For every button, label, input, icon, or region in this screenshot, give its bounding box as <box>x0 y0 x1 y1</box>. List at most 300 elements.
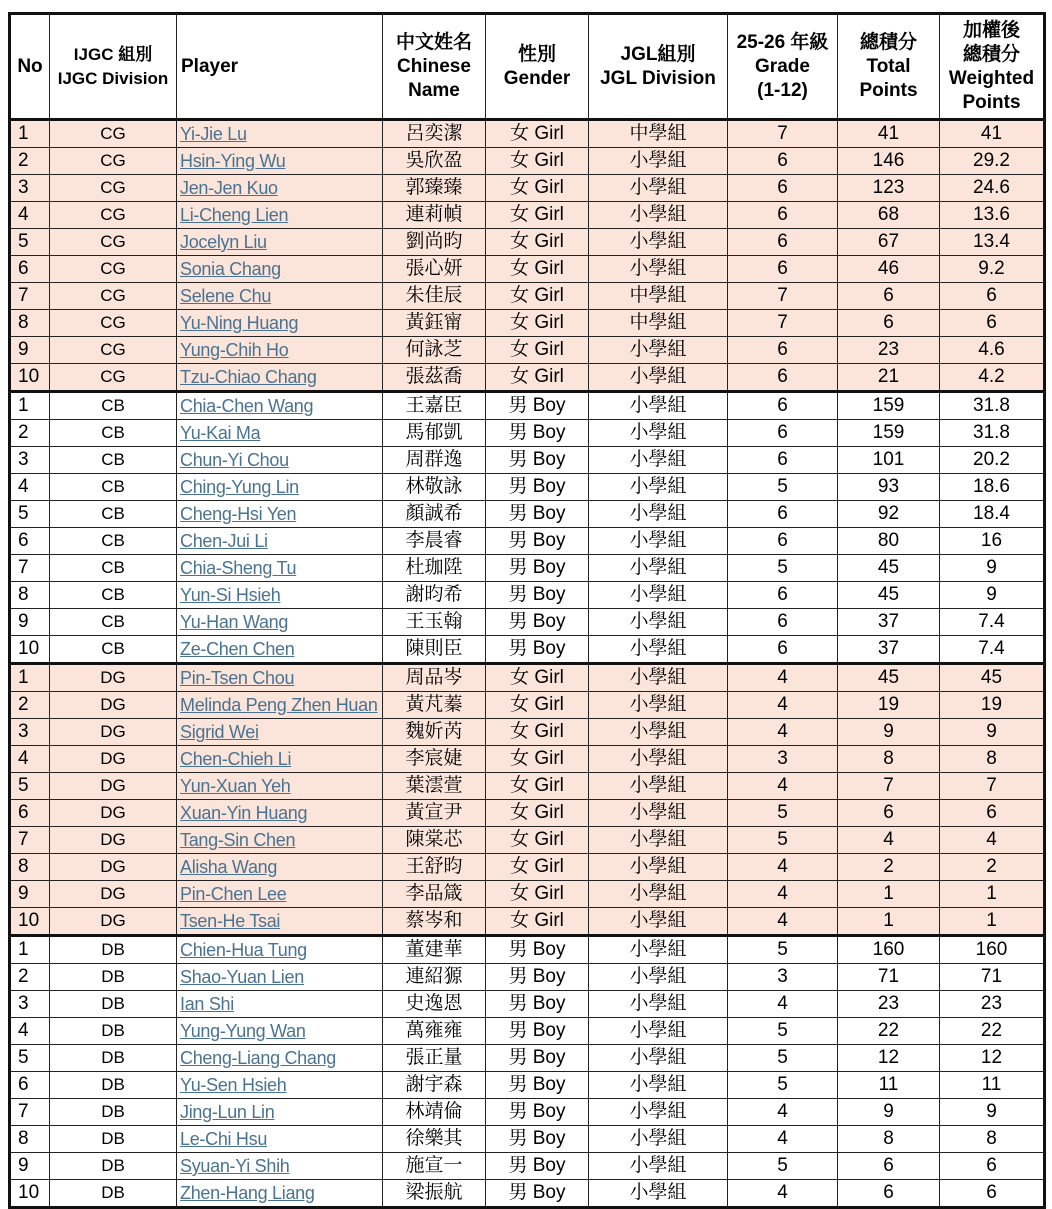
row-total-points: 8 <box>838 1126 940 1153</box>
row-grade: 6 <box>728 175 838 202</box>
table-row <box>10 283 1045 310</box>
player-link[interactable]: Jen-Jen Kuo <box>180 178 278 198</box>
row-total-points: 41 <box>838 120 940 148</box>
player-link[interactable]: Alisha Wang <box>180 857 278 877</box>
player-link[interactable]: Tsen-He Tsai <box>180 911 281 931</box>
row-gender: 女 Girl <box>486 908 589 936</box>
row-jgl-division: 小學組 <box>589 773 728 800</box>
row-division: CG <box>50 256 177 283</box>
row-player-cell <box>177 310 383 337</box>
row-total-points: 21 <box>838 364 940 392</box>
row-player-cell <box>177 392 383 420</box>
row-chinese-name: 林敬詠 <box>383 474 486 501</box>
row-grade: 6 <box>728 256 838 283</box>
row-player-cell <box>177 420 383 447</box>
table-row <box>10 175 1045 202</box>
row-no: 4 <box>10 746 50 773</box>
table-row <box>10 120 1045 148</box>
row-chinese-name: 黃鈺甯 <box>383 310 486 337</box>
row-no: 3 <box>10 991 50 1018</box>
row-weighted-points: 4.6 <box>940 337 1045 364</box>
row-total-points: 37 <box>838 609 940 636</box>
row-no: 6 <box>10 528 50 555</box>
row-division: DG <box>50 773 177 800</box>
row-gender: 女 Girl <box>486 719 589 746</box>
row-gender: 女 Girl <box>486 256 589 283</box>
row-no: 4 <box>10 202 50 229</box>
table-row <box>10 636 1045 664</box>
row-no: 9 <box>10 337 50 364</box>
row-weighted-points: 71 <box>940 964 1045 991</box>
row-grade: 6 <box>728 447 838 474</box>
row-gender: 女 Girl <box>486 202 589 229</box>
row-total-points: 68 <box>838 202 940 229</box>
row-weighted-points: 6 <box>940 1153 1045 1180</box>
row-jgl-division: 小學組 <box>589 936 728 964</box>
row-division: DB <box>50 936 177 964</box>
row-division: DG <box>50 908 177 936</box>
row-player-cell <box>177 692 383 719</box>
row-player-cell <box>177 1072 383 1099</box>
row-no: 6 <box>10 800 50 827</box>
table-row <box>10 256 1045 283</box>
row-division: CG <box>50 229 177 256</box>
player-link[interactable]: Jing-Lun Lin <box>180 1102 275 1122</box>
row-gender: 女 Girl <box>486 310 589 337</box>
player-link[interactable]: Shao-Yuan Lien <box>180 967 304 987</box>
row-total-points: 22 <box>838 1018 940 1045</box>
row-jgl-division: 小學組 <box>589 1018 728 1045</box>
row-jgl-division: 小學組 <box>589 555 728 582</box>
player-link[interactable]: Chia-Chen Wang <box>180 396 314 416</box>
row-gender: 男 Boy <box>486 474 589 501</box>
row-gender: 男 Boy <box>486 1099 589 1126</box>
row-grade: 5 <box>728 555 838 582</box>
row-grade: 7 <box>728 283 838 310</box>
row-chinese-name: 徐樂其 <box>383 1126 486 1153</box>
row-grade: 6 <box>728 609 838 636</box>
row-total-points: 6 <box>838 283 940 310</box>
row-grade: 6 <box>728 229 838 256</box>
row-no: 8 <box>10 854 50 881</box>
row-division: CB <box>50 447 177 474</box>
row-total-points: 9 <box>838 719 940 746</box>
row-division: DG <box>50 800 177 827</box>
row-division: CB <box>50 392 177 420</box>
table-row <box>10 908 1045 936</box>
row-gender: 男 Boy <box>486 964 589 991</box>
row-player-cell <box>177 964 383 991</box>
row-gender: 男 Boy <box>486 392 589 420</box>
row-total-points: 146 <box>838 148 940 175</box>
row-grade: 6 <box>728 582 838 609</box>
player-link[interactable]: Yi-Jie Lu <box>180 124 247 144</box>
row-chinese-name: 張茲喬 <box>383 364 486 392</box>
row-gender: 男 Boy <box>486 582 589 609</box>
row-jgl-division: 小學組 <box>589 1180 728 1208</box>
row-gender: 女 Girl <box>486 881 589 908</box>
row-gender: 男 Boy <box>486 991 589 1018</box>
row-grade: 4 <box>728 1126 838 1153</box>
row-weighted-points: 9.2 <box>940 256 1045 283</box>
row-no: 7 <box>10 555 50 582</box>
table-row <box>10 664 1045 692</box>
player-link[interactable]: Yu-Sen Hsieh <box>180 1075 287 1095</box>
row-total-points: 71 <box>838 964 940 991</box>
row-chinese-name: 劉尚昀 <box>383 229 486 256</box>
row-player-cell <box>177 256 383 283</box>
row-division: CG <box>50 175 177 202</box>
row-no: 5 <box>10 773 50 800</box>
row-total-points: 159 <box>838 420 940 447</box>
row-weighted-points: 13.6 <box>940 202 1045 229</box>
row-weighted-points: 160 <box>940 936 1045 964</box>
row-jgl-division: 小學組 <box>589 202 728 229</box>
row-player-cell <box>177 1018 383 1045</box>
row-jgl-division: 小學組 <box>589 175 728 202</box>
player-link[interactable]: Sonia Chang <box>180 259 281 279</box>
row-grade: 4 <box>728 664 838 692</box>
player-link[interactable]: Chun-Yi Chou <box>180 450 289 470</box>
row-grade: 5 <box>728 1153 838 1180</box>
row-total-points: 6 <box>838 1153 940 1180</box>
table-row <box>10 692 1045 719</box>
row-no: 5 <box>10 1045 50 1072</box>
row-player-cell <box>177 800 383 827</box>
player-link[interactable]: Yu-Han Wang <box>180 612 289 632</box>
row-player-cell <box>177 229 383 256</box>
row-jgl-division: 中學組 <box>589 310 728 337</box>
row-grade: 4 <box>728 854 838 881</box>
row-chinese-name: 陳棠芯 <box>383 827 486 854</box>
row-jgl-division: 小學組 <box>589 881 728 908</box>
row-player-cell <box>177 1126 383 1153</box>
player-link[interactable]: Pin-Tsen Chou <box>180 668 295 688</box>
row-total-points: 2 <box>838 854 940 881</box>
rankings-sheet <box>8 12 1043 1209</box>
row-total-points: 9 <box>838 1099 940 1126</box>
row-division: CG <box>50 202 177 229</box>
header-player: Player <box>177 14 383 120</box>
player-link[interactable]: Yung-Yung Wan <box>180 1021 306 1041</box>
row-chinese-name: 張正量 <box>383 1045 486 1072</box>
row-grade: 3 <box>728 746 838 773</box>
row-gender: 男 Boy <box>486 501 589 528</box>
row-chinese-name: 謝昀希 <box>383 582 486 609</box>
row-no: 9 <box>10 1153 50 1180</box>
player-link[interactable]: Melinda Peng Zhen Huan <box>180 695 378 715</box>
player-link[interactable]: Chien-Hua Tung <box>180 940 307 960</box>
player-link[interactable]: Sigrid Wei <box>180 722 259 742</box>
row-no: 9 <box>10 609 50 636</box>
row-weighted-points: 6 <box>940 1180 1045 1208</box>
player-link[interactable]: Hsin-Ying Wu <box>180 151 286 171</box>
row-player-cell <box>177 474 383 501</box>
row-weighted-points: 7.4 <box>940 636 1045 664</box>
row-total-points: 160 <box>838 936 940 964</box>
row-division: CB <box>50 555 177 582</box>
row-player-cell <box>177 582 383 609</box>
row-player-cell <box>177 337 383 364</box>
row-weighted-points: 9 <box>940 555 1045 582</box>
row-division: DB <box>50 1045 177 1072</box>
row-gender: 女 Girl <box>486 827 589 854</box>
row-total-points: 6 <box>838 800 940 827</box>
table-row <box>10 528 1045 555</box>
row-division: DB <box>50 1180 177 1208</box>
player-link[interactable]: Yu-Kai Ma <box>180 423 261 443</box>
row-grade: 6 <box>728 392 838 420</box>
row-chinese-name: 吳欣盈 <box>383 148 486 175</box>
player-link[interactable]: Yung-Chih Ho <box>180 340 289 360</box>
row-division: DB <box>50 1018 177 1045</box>
row-total-points: 45 <box>838 555 940 582</box>
player-link[interactable]: Tang-Sin Chen <box>180 830 296 850</box>
row-weighted-points: 1 <box>940 881 1045 908</box>
row-player-cell <box>177 609 383 636</box>
row-grade: 6 <box>728 420 838 447</box>
row-no: 7 <box>10 1099 50 1126</box>
row-gender: 女 Girl <box>486 664 589 692</box>
row-grade: 7 <box>728 310 838 337</box>
player-link[interactable]: Ian Shi <box>180 994 234 1014</box>
row-player-cell <box>177 773 383 800</box>
row-jgl-division: 中學組 <box>589 283 728 310</box>
row-weighted-points: 22 <box>940 1018 1045 1045</box>
row-chinese-name: 謝宇森 <box>383 1072 486 1099</box>
row-gender: 女 Girl <box>486 854 589 881</box>
row-weighted-points: 19 <box>940 692 1045 719</box>
row-division: DB <box>50 1099 177 1126</box>
row-jgl-division: 小學組 <box>589 719 728 746</box>
row-gender: 男 Boy <box>486 447 589 474</box>
row-total-points: 8 <box>838 746 940 773</box>
row-division: DB <box>50 1126 177 1153</box>
header-ijgc-division: IJGC 組別 IJGC Division <box>50 14 177 120</box>
row-jgl-division: 小學組 <box>589 1099 728 1126</box>
row-player-cell <box>177 854 383 881</box>
row-grade: 5 <box>728 800 838 827</box>
row-gender: 男 Boy <box>486 936 589 964</box>
player-link[interactable]: Xuan-Yin Huang <box>180 803 308 823</box>
row-grade: 6 <box>728 148 838 175</box>
row-total-points: 23 <box>838 337 940 364</box>
row-grade: 5 <box>728 474 838 501</box>
player-link[interactable]: Ching-Yung Lin <box>180 477 299 497</box>
player-link[interactable]: Syuan-Yi Shih <box>180 1156 290 1176</box>
row-no: 6 <box>10 256 50 283</box>
row-no: 3 <box>10 447 50 474</box>
row-chinese-name: 馬郁凱 <box>383 420 486 447</box>
table-row <box>10 337 1045 364</box>
row-no: 5 <box>10 229 50 256</box>
header-weighted-points: 加權後 總積分 Weighted Points <box>940 14 1045 120</box>
table-row <box>10 609 1045 636</box>
table-row <box>10 827 1045 854</box>
row-chinese-name: 呂奕潔 <box>383 120 486 148</box>
row-chinese-name: 朱佳辰 <box>383 283 486 310</box>
row-no: 8 <box>10 1126 50 1153</box>
row-chinese-name: 連紹獂 <box>383 964 486 991</box>
row-division: DG <box>50 827 177 854</box>
row-no: 10 <box>10 636 50 664</box>
row-division: DG <box>50 746 177 773</box>
row-total-points: 11 <box>838 1072 940 1099</box>
row-jgl-division: 小學組 <box>589 1072 728 1099</box>
row-grade: 7 <box>728 120 838 148</box>
player-link[interactable]: Yun-Xuan Yeh <box>180 776 291 796</box>
row-weighted-points: 24.6 <box>940 175 1045 202</box>
player-link[interactable]: Yu-Ning Huang <box>180 313 299 333</box>
row-player-cell <box>177 447 383 474</box>
row-player-cell <box>177 1045 383 1072</box>
row-no: 7 <box>10 283 50 310</box>
row-weighted-points: 4.2 <box>940 364 1045 392</box>
row-jgl-division: 小學組 <box>589 827 728 854</box>
row-gender: 女 Girl <box>486 120 589 148</box>
row-division: CB <box>50 501 177 528</box>
row-weighted-points: 4 <box>940 827 1045 854</box>
row-jgl-division: 小學組 <box>589 1153 728 1180</box>
row-total-points: 67 <box>838 229 940 256</box>
row-division: DG <box>50 664 177 692</box>
row-weighted-points: 31.8 <box>940 392 1045 420</box>
row-chinese-name: 黃芃蓁 <box>383 692 486 719</box>
row-division: DG <box>50 719 177 746</box>
row-division: DG <box>50 692 177 719</box>
row-no: 4 <box>10 474 50 501</box>
row-weighted-points: 31.8 <box>940 420 1045 447</box>
row-chinese-name: 李宸婕 <box>383 746 486 773</box>
row-weighted-points: 45 <box>940 664 1045 692</box>
row-chinese-name: 何詠芝 <box>383 337 486 364</box>
player-link[interactable]: Le-Chi Hsu <box>180 1129 268 1149</box>
row-division: CB <box>50 528 177 555</box>
row-grade: 4 <box>728 1099 838 1126</box>
row-jgl-division: 小學組 <box>589 420 728 447</box>
header-total-points: 總積分 Total Points <box>838 14 940 120</box>
row-jgl-division: 小學組 <box>589 1045 728 1072</box>
row-weighted-points: 9 <box>940 719 1045 746</box>
row-grade: 3 <box>728 964 838 991</box>
row-chinese-name: 王舒昀 <box>383 854 486 881</box>
row-chinese-name: 李晨睿 <box>383 528 486 555</box>
player-link[interactable]: Tzu-Chiao Chang <box>180 367 317 387</box>
player-link[interactable]: Li-Cheng Lien <box>180 205 289 225</box>
player-link[interactable]: Chia-Sheng Tu <box>180 558 297 578</box>
row-weighted-points: 41 <box>940 120 1045 148</box>
row-total-points: 6 <box>838 310 940 337</box>
row-no: 2 <box>10 692 50 719</box>
row-weighted-points: 7 <box>940 773 1045 800</box>
row-chinese-name: 張心妍 <box>383 256 486 283</box>
player-link[interactable]: Cheng-Liang Chang <box>180 1048 337 1068</box>
row-weighted-points: 6 <box>940 310 1045 337</box>
player-link[interactable]: Pin-Chen Lee <box>180 884 287 904</box>
player-link[interactable]: Chen-Jui Li <box>180 531 268 551</box>
row-player-cell <box>177 908 383 936</box>
row-total-points: 1 <box>838 881 940 908</box>
row-total-points: 7 <box>838 773 940 800</box>
table-row <box>10 1099 1045 1126</box>
row-player-cell <box>177 827 383 854</box>
row-jgl-division: 小學組 <box>589 148 728 175</box>
row-weighted-points: 29.2 <box>940 148 1045 175</box>
row-chinese-name: 李品箴 <box>383 881 486 908</box>
row-grade: 4 <box>728 908 838 936</box>
player-link[interactable]: Chen-Chieh Li <box>180 749 292 769</box>
row-weighted-points: 9 <box>940 1099 1045 1126</box>
row-gender: 女 Girl <box>486 773 589 800</box>
row-division: CG <box>50 283 177 310</box>
player-link[interactable]: Selene Chu <box>180 286 272 306</box>
row-chinese-name: 魏妡芮 <box>383 719 486 746</box>
player-link[interactable]: Cheng-Hsi Yen <box>180 504 297 524</box>
row-player-cell <box>177 636 383 664</box>
row-division: CB <box>50 474 177 501</box>
row-weighted-points: 9 <box>940 582 1045 609</box>
row-player-cell <box>177 120 383 148</box>
row-player-cell <box>177 991 383 1018</box>
row-jgl-division: 小學組 <box>589 800 728 827</box>
row-gender: 男 Boy <box>486 636 589 664</box>
row-chinese-name: 蔡岑和 <box>383 908 486 936</box>
row-division: DB <box>50 991 177 1018</box>
row-total-points: 93 <box>838 474 940 501</box>
row-jgl-division: 小學組 <box>589 991 728 1018</box>
player-link[interactable]: Ze-Chen Chen <box>180 639 295 659</box>
row-gender: 男 Boy <box>486 555 589 582</box>
row-weighted-points: 13.4 <box>940 229 1045 256</box>
row-gender: 女 Girl <box>486 283 589 310</box>
row-grade: 5 <box>728 1018 838 1045</box>
row-jgl-division: 小學組 <box>589 854 728 881</box>
row-total-points: 23 <box>838 991 940 1018</box>
row-division: DB <box>50 1153 177 1180</box>
row-grade: 4 <box>728 1180 838 1208</box>
table-row <box>10 1153 1045 1180</box>
row-division: CG <box>50 337 177 364</box>
row-grade: 6 <box>728 337 838 364</box>
row-player-cell <box>177 1099 383 1126</box>
row-grade: 6 <box>728 364 838 392</box>
player-link[interactable]: Zhen-Hang Liang <box>180 1183 315 1203</box>
row-no: 5 <box>10 501 50 528</box>
row-player-cell <box>177 202 383 229</box>
row-jgl-division: 小學組 <box>589 609 728 636</box>
row-division: DB <box>50 1072 177 1099</box>
row-weighted-points: 1 <box>940 908 1045 936</box>
row-gender: 女 Girl <box>486 746 589 773</box>
row-gender: 男 Boy <box>486 528 589 555</box>
row-gender: 女 Girl <box>486 800 589 827</box>
row-player-cell <box>177 1180 383 1208</box>
row-total-points: 4 <box>838 827 940 854</box>
table-row <box>10 202 1045 229</box>
row-no: 10 <box>10 1180 50 1208</box>
player-link[interactable]: Yun-Si Hsieh <box>180 585 281 605</box>
table-row <box>10 1072 1045 1099</box>
row-total-points: 12 <box>838 1045 940 1072</box>
row-weighted-points: 8 <box>940 746 1045 773</box>
table-row <box>10 582 1045 609</box>
row-chinese-name: 郭臻臻 <box>383 175 486 202</box>
row-no: 1 <box>10 664 50 692</box>
row-division: CG <box>50 148 177 175</box>
row-chinese-name: 梁振航 <box>383 1180 486 1208</box>
table-row <box>10 1180 1045 1208</box>
player-link[interactable]: Jocelyn Liu <box>180 232 267 252</box>
